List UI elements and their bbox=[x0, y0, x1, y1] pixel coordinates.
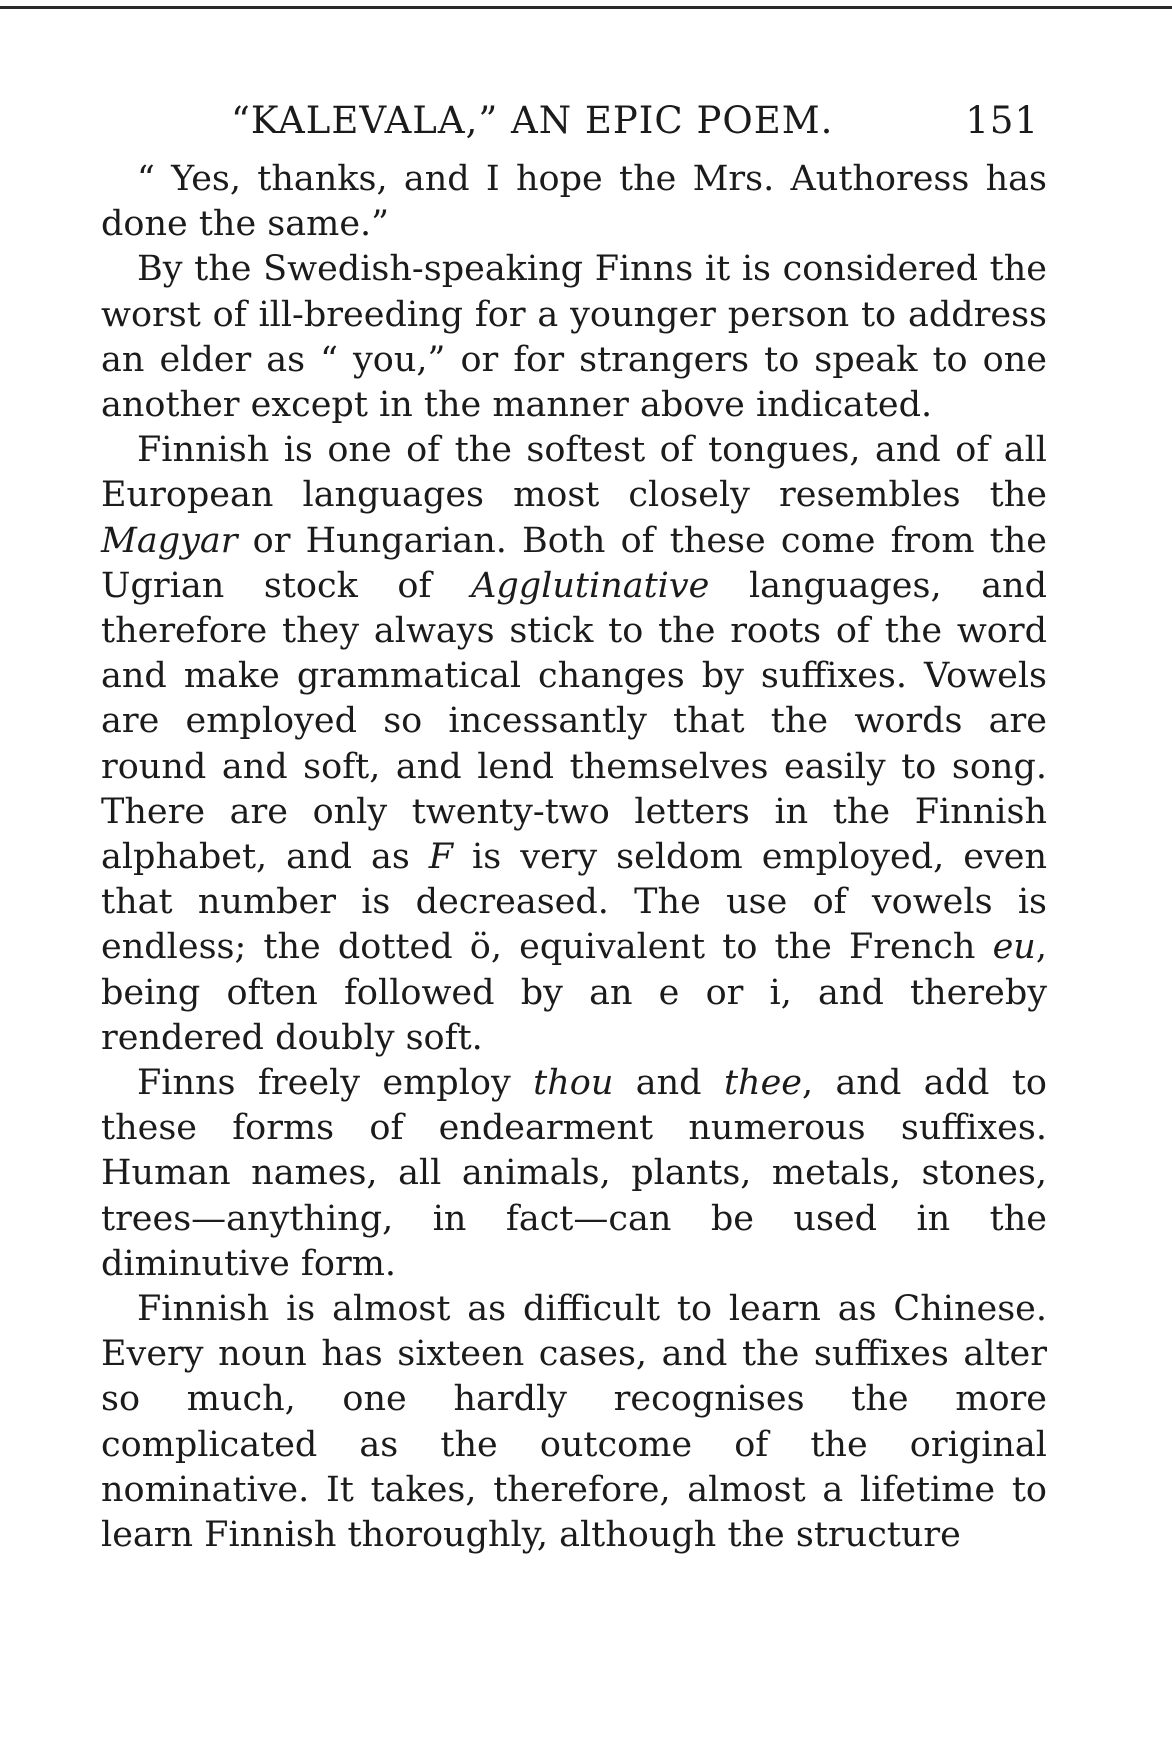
paragraph bbox=[101, 247, 1047, 428]
italic-text-segment: thee bbox=[723, 1063, 803, 1104]
running-title: “KALEVALA,” AN EPIC POEM. bbox=[231, 99, 834, 142]
text-segment: is very seldom employed, even that number is decreased. The use of vowels is endless; the dotted ö, equivalent to the French bbox=[101, 837, 1047, 968]
italic-text-segment: eu bbox=[992, 927, 1036, 968]
book-page bbox=[101, 85, 1047, 1558]
text-segment: and bbox=[613, 1063, 724, 1104]
paragraph bbox=[101, 1287, 1047, 1558]
text-segment: Finnish is one of the softest of tongues, and of all European languages most closely resembles the bbox=[101, 430, 1047, 516]
text-segment: , and add to these forms of endearment numerous suffixes. Human names, all animals, plants, metals, stones, trees—anything, in fact—can be used in the diminutive form. bbox=[101, 1063, 1047, 1284]
text-segment: By the Swedish-speaking Finns it is considered the worst of ill-breeding for a younger person to address an elder as “ you,” or for strangers to speak to one another except in the manner above indicated. bbox=[101, 249, 1047, 426]
text-segment: Finns freely employ bbox=[137, 1063, 534, 1104]
text-segment: “ Yes, thanks, and I hope the Mrs. Authoress has done the same.” bbox=[101, 159, 1047, 245]
paragraph bbox=[101, 428, 1047, 1061]
italic-text-segment: Magyar bbox=[101, 520, 238, 561]
body-text bbox=[101, 157, 1047, 1558]
top-border-rule bbox=[0, 6, 1172, 9]
text-segment: Finnish is almost as difficult to learn as Chinese. Every noun has sixteen cases, and the suffixes alter so much, one hardly recognises the more complicated as the outcome of the original nominative. It takes, therefore, almost a lifetime to learn Finnish thoroughly, although the structure bbox=[101, 1289, 1047, 1556]
italic-text-segment: F bbox=[428, 837, 454, 878]
text-segment: , being often followed by an e or i, and thereby rendered doubly soft. bbox=[101, 927, 1047, 1058]
page-number: 151 bbox=[965, 99, 1039, 142]
italic-text-segment: thou bbox=[533, 1063, 614, 1104]
paragraph bbox=[101, 1061, 1047, 1287]
italic-text-segment: Agglutinative bbox=[471, 565, 710, 606]
paragraph bbox=[101, 157, 1047, 247]
running-header bbox=[101, 85, 1047, 157]
text-segment: or Hungarian. Both of these come from the Ugrian stock of bbox=[101, 520, 1047, 606]
text-segment: languages, and therefore they always stick to the roots of the word and make grammatical changes by suffixes. Vowels are employed so incessantly that the words are round and soft, and lend themselves easily to song. There are only twenty-two letters in the Finnish alphabet, and as bbox=[101, 565, 1048, 878]
